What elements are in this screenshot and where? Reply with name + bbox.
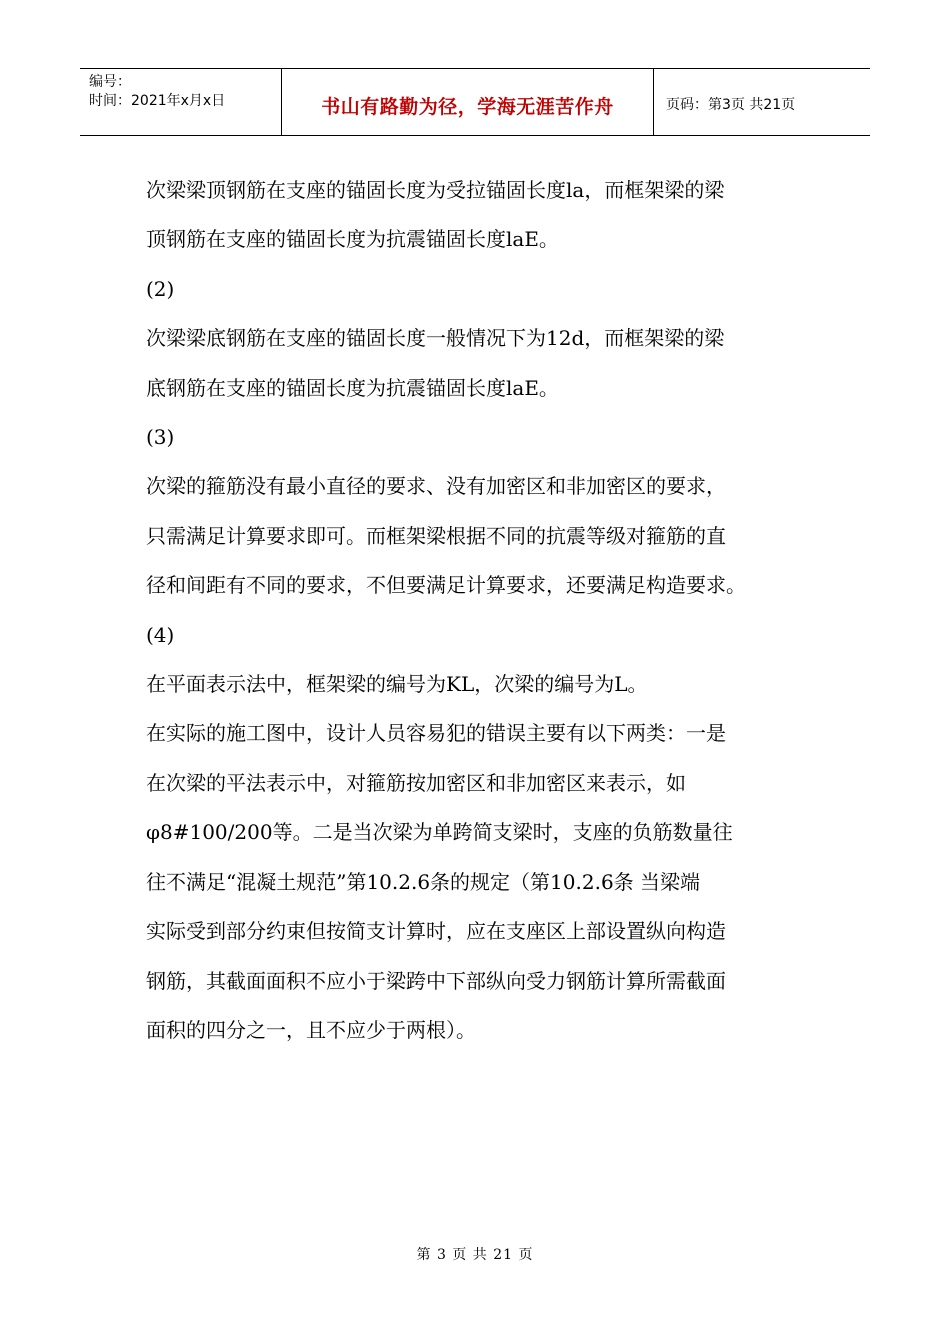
document-body — [146, 166, 826, 1055]
body-line: 次梁梁底钢筋在支座的锚固长度一般情况下为12d，而框架梁的梁 — [146, 326, 725, 351]
body-line: 实际受到部分约束但按简支计算时，应在支座区上部设置纵向构造 — [146, 919, 726, 944]
body-line: 在次梁的平法表示中，对箍筋按加密区和非加密区来表示，如 — [146, 770, 686, 795]
body-line: 径和间距有不同的要求，不但要满足计算要求，还要满足构造要求。 — [146, 573, 746, 598]
footer-page-number: 第 3 页 共 21 页 — [416, 1247, 534, 1263]
header-motto-cell — [282, 69, 654, 135]
body-line: φ8#100/200等。二是当次梁为单跨简支梁时，支座的负筋数量往 — [146, 820, 733, 845]
body-line: 往不满足“混凝土规范”第10.2.6条的规定（第10.2.6条 当梁端 — [146, 869, 701, 894]
body-line: 在实际的施工图中，设计人员容易犯的错误主要有以下两类：一是 — [146, 721, 726, 746]
body-line: 只需满足计算要求即可。而框架梁根据不同的抗震等级对箍筋的直 — [146, 523, 726, 548]
header-page-cell — [654, 69, 870, 135]
body-line: 面积的四分之一，且不应少于两根）。 — [146, 1017, 476, 1042]
document-date-label: 时间：2021年x月x日 — [89, 93, 226, 109]
section-number: (4) — [146, 622, 175, 647]
body-line: 底钢筋在支座的锚固长度为抗震锚固长度laE。 — [146, 375, 559, 400]
header-meta-cell — [80, 69, 282, 135]
body-line: 顶钢筋在支座的锚固长度为抗震锚固长度laE。 — [146, 227, 559, 252]
section-number: (3) — [146, 425, 175, 450]
header-page-label: 页码：第3页 共21页 — [666, 96, 796, 113]
body-line: 钢筋，其截面面积不应小于梁跨中下部纵向受力钢筋计算所需截面 — [146, 968, 726, 993]
header-motto: 书山有路勤为径，学海无涯苦作舟 — [321, 95, 614, 118]
page-footer — [0, 1244, 950, 1264]
section-number: (2) — [146, 276, 175, 301]
body-line: 次梁的箍筋没有最小直径的要求、没有加密区和非加密区的要求， — [146, 474, 726, 499]
document-number-label: 编号： — [89, 74, 131, 90]
body-line: 在平面表示法中，框架梁的编号为KL，次梁的编号为L。 — [146, 672, 648, 697]
body-line: 次梁梁顶钢筋在支座的锚固长度为受拉锚固长度la，而框架梁的梁 — [146, 178, 725, 202]
document-header — [80, 68, 870, 136]
